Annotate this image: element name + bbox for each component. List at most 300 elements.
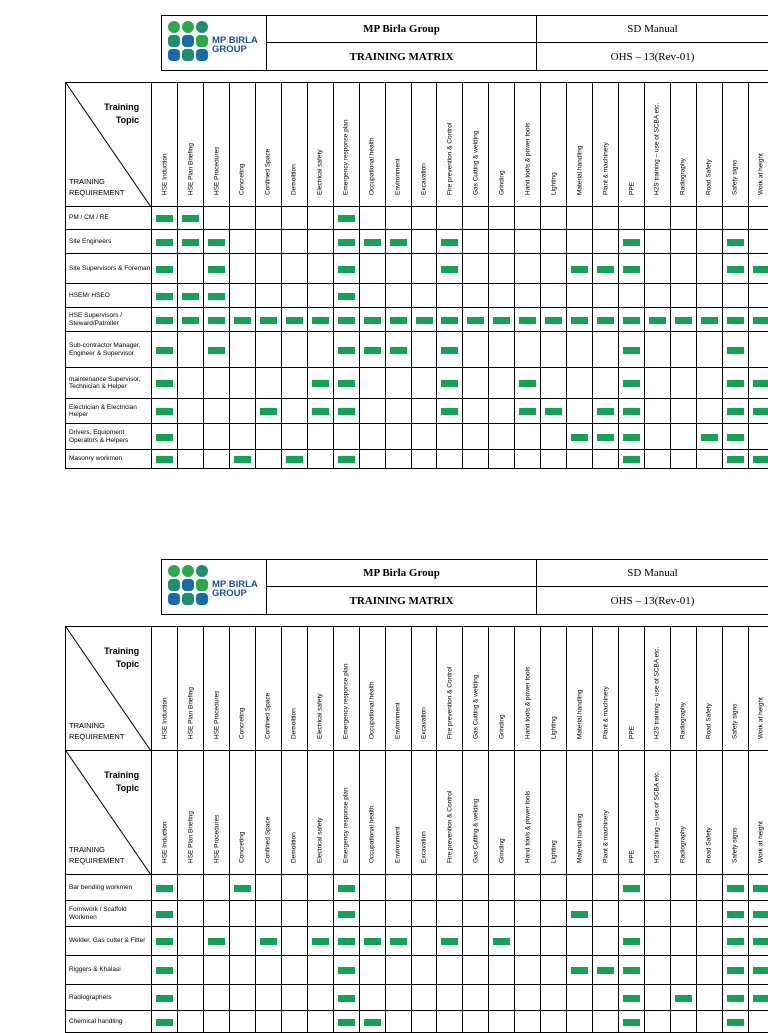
role-label: Electrician & Electrician Helper <box>66 399 152 424</box>
matrix-cell <box>463 308 489 332</box>
matrix-row <box>66 1011 768 1033</box>
matrix-cell <box>437 956 463 985</box>
topic-header <box>696 83 722 207</box>
matrix-cell <box>437 450 463 469</box>
company-logo <box>162 560 266 614</box>
logo-text: MP BIRLA GROUP <box>212 36 258 54</box>
required-mark <box>493 938 510 945</box>
matrix-cell <box>644 875 670 901</box>
matrix-cell <box>541 308 567 332</box>
matrix-cell <box>307 901 333 927</box>
matrix-cell <box>229 284 255 308</box>
topic-header <box>152 627 178 751</box>
required-mark <box>727 938 744 945</box>
matrix-cell <box>722 901 748 927</box>
matrix-cell <box>152 308 178 332</box>
matrix-cell <box>593 875 619 901</box>
matrix-cell <box>437 284 463 308</box>
matrix-corner-header <box>66 751 152 875</box>
topic-label: Safety signs <box>732 704 739 739</box>
matrix-cell <box>541 901 567 927</box>
matrix-cell <box>670 399 696 424</box>
topic-label: Material handling <box>576 813 583 863</box>
required-mark <box>441 408 458 415</box>
matrix-cell <box>307 284 333 308</box>
matrix-cell <box>204 985 230 1011</box>
required-mark <box>156 266 173 273</box>
matrix-cell <box>333 308 359 332</box>
matrix-cell <box>489 927 515 956</box>
matrix-cell <box>722 254 748 284</box>
topic-label: HSE Procedures <box>213 147 220 195</box>
matrix-cell <box>748 875 768 901</box>
matrix-cell <box>489 424 515 450</box>
matrix-cell <box>515 875 541 901</box>
topic-label: Safety signs <box>732 160 739 195</box>
matrix-cell <box>204 284 230 308</box>
matrix-cell <box>385 230 411 254</box>
required-mark <box>753 408 768 415</box>
required-mark <box>623 1019 640 1026</box>
required-mark <box>727 456 744 463</box>
required-mark <box>338 239 355 246</box>
matrix-cell <box>567 254 593 284</box>
matrix-cell <box>152 985 178 1011</box>
topic-label: Occupational health <box>369 138 376 195</box>
topic-header <box>255 751 281 875</box>
matrix-cell <box>204 927 230 956</box>
matrix-cell <box>489 254 515 284</box>
matrix-cell <box>152 399 178 424</box>
matrix-row <box>66 450 768 469</box>
matrix-cell <box>748 230 768 254</box>
matrix-cell <box>644 332 670 368</box>
required-mark <box>675 317 692 324</box>
topic-header <box>411 83 437 207</box>
required-mark <box>338 347 355 354</box>
matrix-cell <box>696 450 722 469</box>
matrix-cell <box>178 901 204 927</box>
matrix-cell <box>567 308 593 332</box>
matrix-row <box>66 399 768 424</box>
topic-label: Road Safety <box>706 703 713 739</box>
matrix-cell <box>178 985 204 1011</box>
topic-header <box>644 627 670 751</box>
required-mark <box>467 317 484 324</box>
matrix-cell <box>696 927 722 956</box>
topic-header <box>204 83 230 207</box>
matrix-cell <box>152 284 178 308</box>
topic-header <box>722 627 748 751</box>
required-mark <box>208 266 225 273</box>
required-mark <box>338 266 355 273</box>
role-label: Masonry workmen <box>66 450 152 469</box>
matrix-cell <box>411 308 437 332</box>
topic-header <box>307 751 333 875</box>
required-mark <box>156 938 173 945</box>
matrix-cell <box>515 424 541 450</box>
matrix-cell <box>204 875 230 901</box>
required-mark <box>727 885 744 892</box>
matrix-cell <box>359 207 385 230</box>
matrix-cell <box>411 424 437 450</box>
topic-header <box>437 627 463 751</box>
required-mark <box>312 938 329 945</box>
required-mark <box>441 347 458 354</box>
matrix-cell <box>748 254 768 284</box>
topic-label: Emergency response plan <box>343 119 350 195</box>
required-mark <box>156 911 173 918</box>
required-mark <box>156 995 173 1002</box>
matrix-cell <box>281 399 307 424</box>
required-mark <box>727 317 744 324</box>
matrix-cell <box>281 308 307 332</box>
matrix-cell <box>670 424 696 450</box>
topic-label: Grinding <box>498 714 505 739</box>
matrix-cell <box>333 284 359 308</box>
matrix-cell <box>281 230 307 254</box>
required-mark <box>519 408 536 415</box>
document-header <box>161 15 768 71</box>
matrix-cell <box>281 450 307 469</box>
matrix-cell <box>619 1011 645 1033</box>
matrix-cell <box>229 308 255 332</box>
required-mark <box>312 317 329 324</box>
matrix-cell <box>670 254 696 284</box>
matrix-cell <box>281 985 307 1011</box>
topic-label: Grinding <box>498 170 505 195</box>
topic-label: Fire prevention & Control <box>446 667 453 739</box>
matrix-cell <box>670 230 696 254</box>
topic-header <box>619 751 645 875</box>
required-mark <box>727 1019 744 1026</box>
matrix-cell <box>567 901 593 927</box>
topic-label: Gas Cutting & welding <box>472 675 479 739</box>
topic-label: H2S training – use of SCBA etc. <box>654 771 661 863</box>
matrix-cell <box>307 927 333 956</box>
required-mark <box>597 266 614 273</box>
matrix-cell <box>437 207 463 230</box>
required-mark <box>597 967 614 974</box>
topic-label: Hand tools & power tools <box>524 667 531 739</box>
topic-label: Road Safety <box>706 159 713 195</box>
matrix-cell <box>644 399 670 424</box>
matrix-cell <box>178 450 204 469</box>
topic-header <box>411 627 437 751</box>
required-mark <box>364 1019 381 1026</box>
matrix-cell <box>619 308 645 332</box>
matrix-cell <box>152 927 178 956</box>
matrix-cell <box>567 956 593 985</box>
matrix-cell <box>541 985 567 1011</box>
matrix-cell <box>748 368 768 399</box>
matrix-cell <box>152 207 178 230</box>
topic-header <box>255 627 281 751</box>
matrix-cell <box>644 308 670 332</box>
required-mark <box>364 938 381 945</box>
role-label: HSEM/ HSEO <box>66 284 152 308</box>
matrix-cell <box>385 332 411 368</box>
matrix-cell <box>178 207 204 230</box>
matrix-cell <box>229 424 255 450</box>
role-label: maintenance Supervisor, Technician & Helper <box>66 368 152 399</box>
matrix-cell <box>748 927 768 956</box>
matrix-cell <box>619 230 645 254</box>
matrix-cell <box>411 284 437 308</box>
matrix-cell <box>281 956 307 985</box>
matrix-cell <box>229 399 255 424</box>
matrix-cell <box>333 230 359 254</box>
matrix-cell <box>359 399 385 424</box>
topic-label: Confined Space <box>265 149 272 195</box>
topic-header <box>255 83 281 207</box>
matrix-cell <box>463 254 489 284</box>
topic-label: Lighting <box>550 716 557 739</box>
matrix-cell <box>748 332 768 368</box>
matrix-cell <box>696 875 722 901</box>
company-name: MP Birla Group <box>267 560 537 587</box>
matrix-cell <box>463 956 489 985</box>
topic-header <box>152 751 178 875</box>
topic-header <box>696 627 722 751</box>
role-label: Site Supervisors & Foreman <box>66 254 152 284</box>
topic-label: Radiography <box>680 702 687 739</box>
topic-label: Excavation <box>421 163 428 195</box>
matrix-row <box>66 284 768 308</box>
matrix-cell <box>281 424 307 450</box>
matrix-cell <box>359 284 385 308</box>
matrix-cell <box>255 450 281 469</box>
required-mark <box>753 456 768 463</box>
matrix-cell <box>670 308 696 332</box>
matrix-cell <box>229 332 255 368</box>
topic-label: Concreting <box>239 832 246 863</box>
required-mark <box>156 408 173 415</box>
matrix-cell <box>593 450 619 469</box>
topic-label: PPE <box>628 850 635 863</box>
matrix-cell <box>593 254 619 284</box>
matrix-cell <box>411 332 437 368</box>
topic-label: Work at height <box>758 821 765 863</box>
required-mark <box>286 317 303 324</box>
role-label: Radiographers <box>66 985 152 1011</box>
required-mark <box>597 317 614 324</box>
matrix-cell <box>722 332 748 368</box>
matrix-cell <box>152 230 178 254</box>
matrix-cell <box>229 230 255 254</box>
topic-header <box>359 751 385 875</box>
matrix-cell <box>204 207 230 230</box>
matrix-cell <box>515 901 541 927</box>
matrix-cell <box>619 956 645 985</box>
required-mark <box>753 995 768 1002</box>
matrix-cell <box>515 1011 541 1033</box>
matrix-cell <box>229 875 255 901</box>
matrix-cell <box>644 927 670 956</box>
topic-header <box>281 83 307 207</box>
matrix-row <box>66 254 768 284</box>
matrix-cell <box>670 284 696 308</box>
matrix-cell <box>333 927 359 956</box>
required-mark <box>545 408 562 415</box>
topic-header <box>463 627 489 751</box>
topic-header <box>229 627 255 751</box>
matrix-cell <box>204 399 230 424</box>
document-header-2 <box>161 559 768 615</box>
required-mark <box>338 215 355 222</box>
matrix-cell <box>515 254 541 284</box>
topic-header <box>489 627 515 751</box>
topic-header <box>307 627 333 751</box>
manual-name: SD Manual <box>537 16 768 43</box>
matrix-cell <box>255 956 281 985</box>
matrix-cell <box>722 424 748 450</box>
required-mark <box>493 317 510 324</box>
matrix-cell <box>437 368 463 399</box>
matrix-cell <box>152 332 178 368</box>
matrix-cell <box>385 985 411 1011</box>
matrix-cell <box>541 368 567 399</box>
matrix-cell <box>307 956 333 985</box>
matrix-cell <box>593 332 619 368</box>
matrix-cell <box>463 332 489 368</box>
matrix-cell <box>515 230 541 254</box>
company-logo <box>162 16 266 70</box>
matrix-cell <box>619 424 645 450</box>
topic-label: Emergency response plan <box>343 663 350 739</box>
matrix-cell <box>593 1011 619 1033</box>
required-mark <box>701 434 718 441</box>
matrix-cell <box>748 399 768 424</box>
required-mark <box>338 408 355 415</box>
matrix-cell <box>359 1011 385 1033</box>
matrix-cell <box>644 985 670 1011</box>
matrix-cell <box>281 901 307 927</box>
topic-header <box>515 83 541 207</box>
matrix-cell <box>463 399 489 424</box>
matrix-cell <box>463 901 489 927</box>
matrix-cell <box>567 985 593 1011</box>
matrix-cell <box>255 284 281 308</box>
matrix-cell <box>696 956 722 985</box>
required-mark <box>623 456 640 463</box>
matrix-cell <box>255 901 281 927</box>
matrix-cell <box>541 207 567 230</box>
role-label: Formwork / Scaffold Workmen <box>66 901 152 927</box>
matrix-cell <box>722 207 748 230</box>
matrix-cell <box>385 875 411 901</box>
matrix-cell <box>178 956 204 985</box>
matrix-cell <box>204 332 230 368</box>
topic-label: Excavation <box>421 707 428 739</box>
required-mark <box>260 317 277 324</box>
doc-code: OHS – 13(Rev-01) <box>537 43 768 71</box>
matrix-cell <box>489 230 515 254</box>
matrix-cell <box>333 1011 359 1033</box>
matrix-cell <box>437 308 463 332</box>
matrix-cell <box>307 1011 333 1033</box>
topic-label: HSE Procedures <box>213 691 220 739</box>
matrix-cell <box>333 985 359 1011</box>
topic-label: Lighting <box>550 172 557 195</box>
topic-label: HSE Plan Briefing <box>187 687 194 739</box>
matrix-cell <box>333 368 359 399</box>
matrix-cell <box>644 1011 670 1033</box>
required-mark <box>623 434 640 441</box>
topic-header <box>593 627 619 751</box>
matrix-row <box>66 332 768 368</box>
required-mark <box>208 293 225 300</box>
matrix-cell <box>515 956 541 985</box>
required-mark <box>597 408 614 415</box>
required-mark <box>208 347 225 354</box>
matrix-cell <box>437 985 463 1011</box>
doc-code: OHS – 13(Rev-01) <box>537 587 768 615</box>
matrix-corner-header <box>66 83 152 207</box>
matrix-cell <box>722 450 748 469</box>
matrix-cell <box>359 254 385 284</box>
topic-label: Confined Space <box>265 817 272 863</box>
matrix-cell <box>696 207 722 230</box>
topic-label: PPE <box>628 182 635 195</box>
matrix-cell <box>567 1011 593 1033</box>
matrix-cell <box>437 332 463 368</box>
topic-label: Environment <box>395 703 402 740</box>
matrix-cell <box>152 450 178 469</box>
training-matrix-1 <box>65 82 768 469</box>
topic-header <box>385 627 411 751</box>
matrix-cell <box>541 956 567 985</box>
matrix-cell <box>152 1011 178 1033</box>
required-mark <box>441 266 458 273</box>
required-mark <box>571 911 588 918</box>
matrix-cell <box>411 207 437 230</box>
matrix-cell <box>541 332 567 368</box>
matrix-cell <box>670 985 696 1011</box>
matrix-cell <box>670 1011 696 1033</box>
topic-label: Material handling <box>576 145 583 195</box>
role-label: HSE Supervisors / Steward/Patroller <box>66 308 152 332</box>
matrix-cell <box>385 1011 411 1033</box>
matrix-cell <box>255 399 281 424</box>
matrix-cell <box>489 901 515 927</box>
matrix-cell <box>152 254 178 284</box>
topic-label: Material handling <box>576 689 583 739</box>
matrix-cell <box>541 875 567 901</box>
required-mark <box>623 380 640 387</box>
topic-header <box>437 751 463 875</box>
topic-label: H2S training – use of SCBA etc. <box>654 647 661 739</box>
matrix-cell <box>722 230 748 254</box>
matrix-cell <box>385 308 411 332</box>
matrix-cell <box>722 284 748 308</box>
role-label: Bar bending workmen <box>66 875 152 901</box>
topic-header <box>178 83 204 207</box>
matrix-cell <box>722 399 748 424</box>
matrix-cell <box>437 254 463 284</box>
required-mark <box>156 456 173 463</box>
matrix-cell <box>204 254 230 284</box>
required-mark <box>338 885 355 892</box>
matrix-cell <box>333 424 359 450</box>
required-mark <box>208 317 225 324</box>
topic-header <box>670 627 696 751</box>
required-mark <box>260 408 277 415</box>
role-label: Welder, Gas cutter & Fitter <box>66 927 152 956</box>
matrix-row <box>66 927 768 956</box>
matrix-cell <box>178 308 204 332</box>
topic-label: Electrical safety <box>317 149 324 195</box>
